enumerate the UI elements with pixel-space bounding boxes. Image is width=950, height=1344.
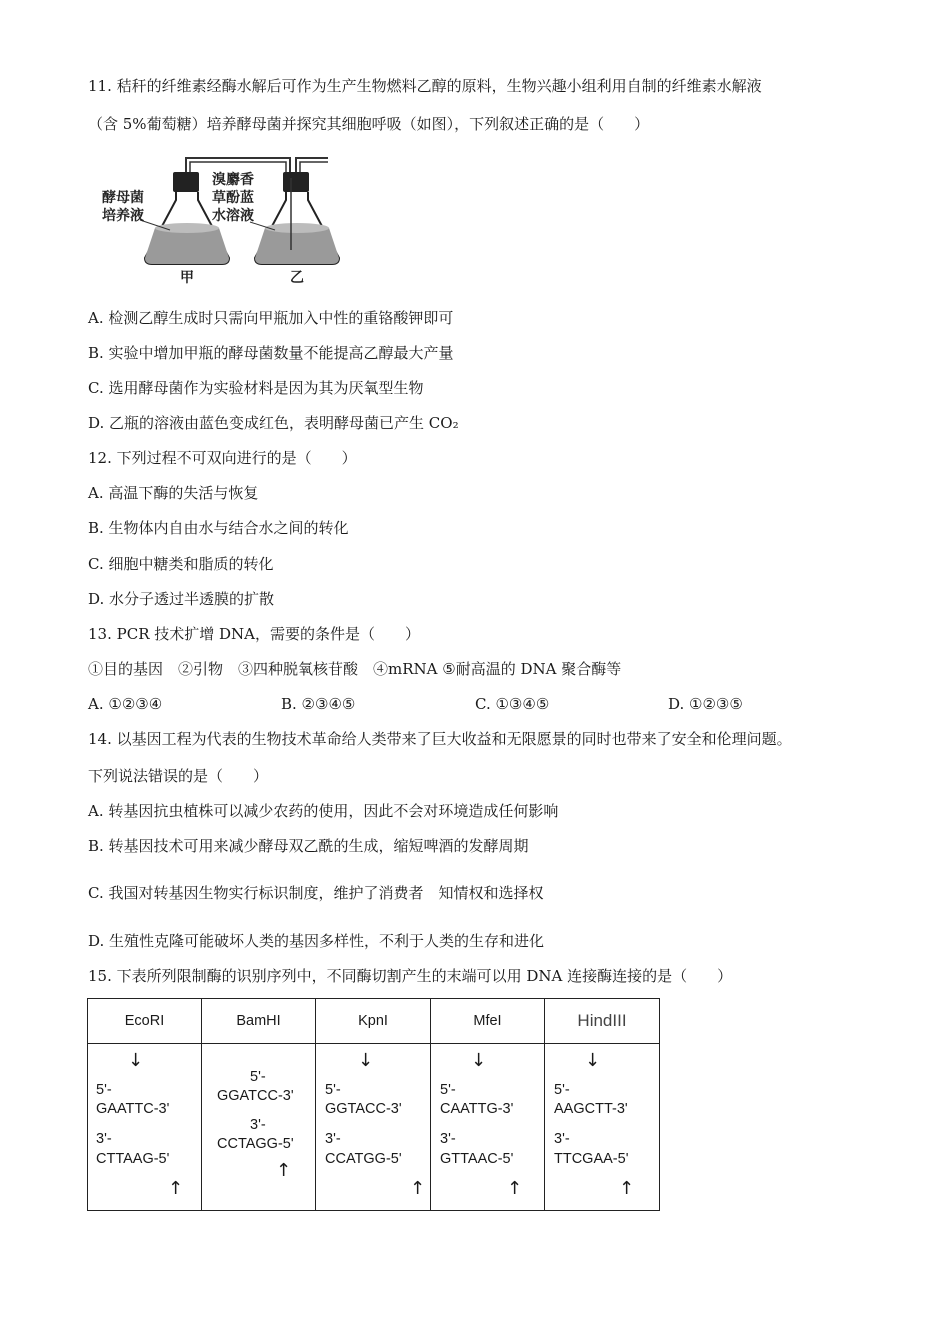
strand-label: 3'- <box>440 1131 456 1147</box>
bottom-strand: CCATGG-5' <box>325 1151 402 1167</box>
fig-label-left-2: 培养液 <box>102 208 144 224</box>
q12-option-d: D. 水分子透过半透膜的扩散 <box>88 590 275 608</box>
q12-option-b: B. 生物体内自由水与结合水之间的转化 <box>88 519 349 537</box>
q11-option-a: A. 检测乙醇生成时只需向甲瓶加入中性的重铬酸钾即可 <box>88 309 454 327</box>
cut-down-arrow-icon: ↓ <box>471 1050 487 1071</box>
fig-label-right-3: 水溶液 <box>212 208 254 224</box>
q14-stem-line1: 14. 以基因工程为代表的生物技术革命给人类带来了巨大收益和无限愿景的同时也带来了安全和伦理问题。 <box>88 730 792 748</box>
fig-label-left-1: 酵母菌 <box>102 190 144 206</box>
q14-stem-line2: 下列说法错误的是（ ） <box>88 767 269 785</box>
top-strand: GAATTC-3' <box>96 1101 170 1117</box>
cut-up-arrow-icon: ↑ <box>507 1178 523 1199</box>
q14-option-c: C. 我国对转基因生物实行标识制度，维护了消费者 知情权和选择权 <box>88 884 544 902</box>
sequence-cell <box>316 1044 431 1211</box>
fig-label-right-2: 草酚蓝 <box>212 190 254 206</box>
q13-option-c: C. ①③④⑤ <box>475 695 550 713</box>
strand-label: 3'- <box>325 1131 341 1147</box>
strand-label: 5'- <box>96 1082 112 1098</box>
top-strand: CAATTG-3' <box>440 1101 514 1117</box>
bottom-strand: TTCGAA-5' <box>554 1151 629 1167</box>
sequence-cell <box>202 1044 316 1211</box>
q12-stem: 12. 下列过程不可双向进行的是（ ） <box>88 449 357 467</box>
q14-option-d: D. 生殖性克隆可能破坏人类的基因多样性，不利于人类的生存和进化 <box>88 932 545 950</box>
fig-label-right-1: 溴麝香 <box>212 172 254 188</box>
q11-stem-line2: （含 5%葡萄糖）培养酵母菌并探究其细胞呼吸（如图），下列叙述正确的是（ ） <box>88 115 650 133</box>
strand-label: 5'- <box>554 1082 570 1098</box>
q13-items: ①目的基因 ②引物 ③四种脱氧核苷酸 ④mRNA ⑤耐高温的 DNA 聚合酶等 <box>88 660 622 678</box>
flask-a-label: 甲 <box>180 270 194 285</box>
q14-option-b: B. 转基因技术可用来减少酵母双乙酰的生成，缩短啤酒的发酵周期 <box>88 837 529 855</box>
cut-up-arrow-icon: ↑ <box>276 1160 292 1181</box>
cut-up-arrow-icon: ↑ <box>410 1178 426 1199</box>
bottom-strand: GTTAAC-5' <box>440 1151 514 1167</box>
q13-stem: 13. PCR 技术扩增 DNA，需要的条件是（ ） <box>88 625 421 643</box>
yeast-respiration-figure <box>100 150 340 285</box>
strand-label: 5'- <box>325 1082 341 1098</box>
strand-label: 5'- <box>440 1082 456 1098</box>
strand-label: 3'- <box>554 1131 570 1147</box>
cut-up-arrow-icon: ↑ <box>619 1178 635 1199</box>
strand-label: 3'- <box>250 1117 266 1133</box>
enzyme-name-cell: EcoRI <box>88 999 202 1044</box>
top-strand: GGTACC-3' <box>325 1101 402 1117</box>
stopper-icon <box>173 172 199 192</box>
top-strand: GGATCC-3' <box>217 1088 294 1104</box>
q12-option-c: C. 细胞中糖类和脂质的转化 <box>88 555 274 573</box>
sequence-cell <box>431 1044 545 1211</box>
q12-option-a: A. 高温下酶的失活与恢复 <box>88 484 259 502</box>
cut-up-arrow-icon: ↑ <box>168 1178 184 1199</box>
flask-apparatus-diagram <box>100 150 340 285</box>
q11-option-c: C. 选用酵母菌作为实验材料是因为其为厌氧型生物 <box>88 379 424 397</box>
top-strand: AAGCTT-3' <box>554 1101 628 1117</box>
q11-stem-line1: 11. 秸秆的纤维素经酶水解后可作为生产生物燃料乙醇的原料，生物兴趣小组利用自制的纤维素水解液 <box>88 77 762 95</box>
q13-option-a: A. ①②③④ <box>88 695 163 713</box>
q11-option-b: B. 实验中增加甲瓶的酵母菌数量不能提高乙醇最大产量 <box>88 344 454 362</box>
bottom-strand: CTTAAG-5' <box>96 1151 170 1167</box>
q15-stem: 15. 下表所列限制酶的识别序列中，不同酶切割产生的末端可以用 DNA 连接酶连接的是（ ） <box>88 967 733 985</box>
strand-label: 3'- <box>96 1131 112 1147</box>
q11-option-d: D. 乙瓶的溶液由蓝色变成红色，表明酵母菌已产生 CO₂ <box>88 414 459 432</box>
sequence-cell <box>545 1044 660 1211</box>
table-sequence-row <box>88 1044 660 1211</box>
strand-label: 5'- <box>250 1069 266 1085</box>
enzyme-name-cell: HindIII <box>545 999 660 1044</box>
stopper-icon <box>283 172 309 192</box>
bottom-strand: CCTAGG-5' <box>217 1136 294 1152</box>
cut-down-arrow-icon: ↓ <box>585 1050 601 1071</box>
table-header-row <box>88 999 660 1044</box>
enzyme-name-cell: MfeI <box>431 999 545 1044</box>
flask-b-label: 乙 <box>290 270 304 285</box>
enzyme-name-cell: BamHI <box>202 999 316 1044</box>
q13-option-d: D. ①②③⑤ <box>668 695 743 713</box>
cut-down-arrow-icon: ↓ <box>128 1050 144 1071</box>
q13-option-b: B. ②③④⑤ <box>281 695 356 713</box>
cut-down-arrow-icon: ↓ <box>358 1050 374 1071</box>
q14-option-a: A. 转基因抗虫植株可以减少农药的使用，因此不会对环境造成任何影响 <box>88 802 559 820</box>
enzyme-name-cell: KpnI <box>316 999 431 1044</box>
sequence-cell <box>88 1044 202 1211</box>
restriction-enzyme-table <box>87 998 660 1211</box>
